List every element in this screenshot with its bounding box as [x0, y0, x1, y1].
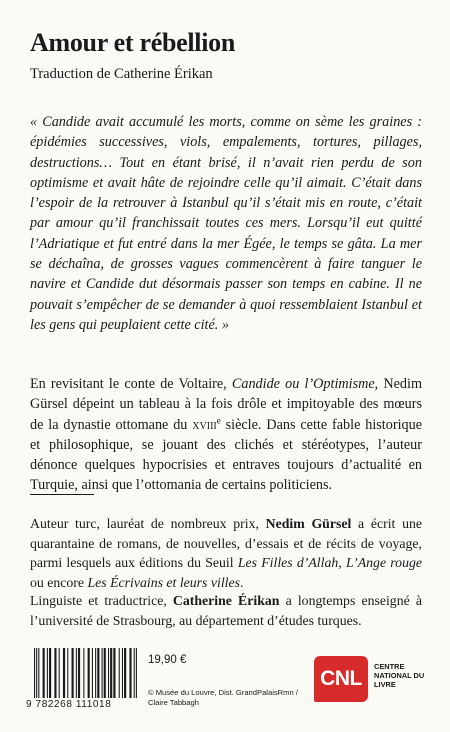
author-bio-text-2: a écrit une quarantaine de romans, de nouvelles, d’essais et de récits de voyage, parmi lesquels aux éditions du Seuil — [30, 516, 423, 571]
summary-paragraph — [30, 374, 422, 496]
author-bio — [30, 514, 422, 592]
image-credit: © Musée du Louvre, Dist. GrandPalaisRmn / Claire Tabbagh — [148, 688, 298, 707]
price: 19,90 € — [148, 654, 187, 666]
barcode-bar — [72, 648, 74, 698]
barcode-bar — [92, 648, 93, 698]
barcode-bar — [36, 648, 37, 698]
barcode-bar — [54, 648, 56, 698]
isbn-barcode — [26, 648, 138, 712]
book-title-1: Les Filles d’Allah — [237, 555, 339, 571]
barcode-bar — [104, 648, 106, 698]
barcode-bar — [47, 648, 48, 698]
author-name: Nedim Gürsel — [265, 516, 352, 531]
barcode-bar — [63, 648, 65, 698]
barcode-bar — [113, 648, 115, 698]
summary-text-1: En revisitant le conte de Voltaire, — [30, 376, 232, 392]
barcode-bar — [119, 648, 120, 698]
book-title-3: Les Écrivains et leurs villes — [87, 574, 240, 590]
cnl-logo — [314, 656, 424, 704]
isbn-number: 9 782268 111018 — [26, 699, 112, 710]
barcode-bars — [34, 648, 138, 698]
barcode-bar — [136, 648, 137, 698]
book-title-2: L’Ange rouge — [345, 555, 422, 571]
barcode-bar — [49, 648, 51, 698]
barcode-bar — [67, 648, 68, 698]
barcode-bar — [97, 648, 99, 698]
barcode-bar — [134, 648, 135, 698]
barcode-bar — [34, 648, 35, 698]
translator-credit: Traduction de Catherine Érikan — [30, 66, 213, 82]
barcode-bar — [38, 648, 39, 698]
author-bio-text-1: Auteur turc, lauréat de nombreux prix, — [30, 516, 266, 531]
author-bio-end: . — [239, 574, 244, 590]
translator-bio-text-2: a longtemps enseigné à l’université de Strasbourg, au département d’études turques. — [30, 593, 422, 628]
barcode-bar — [76, 648, 77, 698]
author-bio-separator: , — [338, 555, 346, 571]
barcode-bar — [122, 648, 123, 698]
work-title: Candide ou l’Optimisme — [231, 376, 375, 392]
century-superscript: e — [216, 414, 221, 425]
translator-name: Catherine Érikan — [172, 593, 280, 608]
barcode-bar — [83, 648, 84, 698]
barcode-bar — [124, 648, 126, 698]
barcode-bar — [102, 648, 103, 698]
century-numeral: xviii — [192, 416, 217, 433]
book-title: Amour et rébellion — [30, 28, 235, 57]
barcode-bar — [78, 648, 80, 698]
summary-text-2: , Nedim Gürsel dépeint un tableau à la fois drôle et impitoyable des mœurs de la dynastie ottomane du — [30, 376, 423, 433]
section-divider — [30, 494, 94, 495]
barcode-bar — [95, 648, 96, 698]
barcode-bar — [129, 648, 131, 698]
barcode-bar — [43, 648, 45, 698]
barcode-bar — [88, 648, 90, 698]
barcode-bar — [108, 648, 109, 698]
excerpt-quote: « Candide avait accumulé les morts, comme on sème les graines : épidémies successives, viols, empalements, tortures, pillages, destructions… Tout en étant brisé, il n’avait rien perdu de son optimisme et avait hâte de rejoindre celle qu’il aimait. C’était dans l’espoir de la retrouver à Istanbul qu’il s’était mis en route, c’était par amour qu’il franchissait toutes ces mers. Lorsqu’il eut quitté l’Adriatique et fut entré dans la mer Égée, le temps se gâta. La mer se déchaîna, de grosses vagues commencèrent à faire tanguer le navire et Candide dut désormais passer son temps en cabine. Il ne pouvait s’empêcher de se demander à quoi ressemblaient Istanbul et les gens qui peuplaient cette cité. » — [30, 114, 422, 333]
cnl-logo-text: CENTRE NATIONAL DU LIVRE — [374, 662, 425, 689]
author-bio-text-3: ou encore — [30, 574, 88, 590]
cnl-logo-mark: CNL — [314, 656, 368, 702]
barcode-bar — [59, 648, 60, 698]
summary-text-3: siècle. Dans cette fable historique et philosophique, se jouant des clichés et stéréotypes, l’auteur dénonce quelques hypocrisies et entraves toujours d’actualité en Turquie, ainsi que l’ottomania de certains politiciens. — [30, 416, 422, 494]
translator-bio-text-1: Linguiste et traductrice, — [30, 593, 173, 608]
translator-bio — [30, 591, 422, 630]
barcode-bar — [110, 648, 112, 698]
